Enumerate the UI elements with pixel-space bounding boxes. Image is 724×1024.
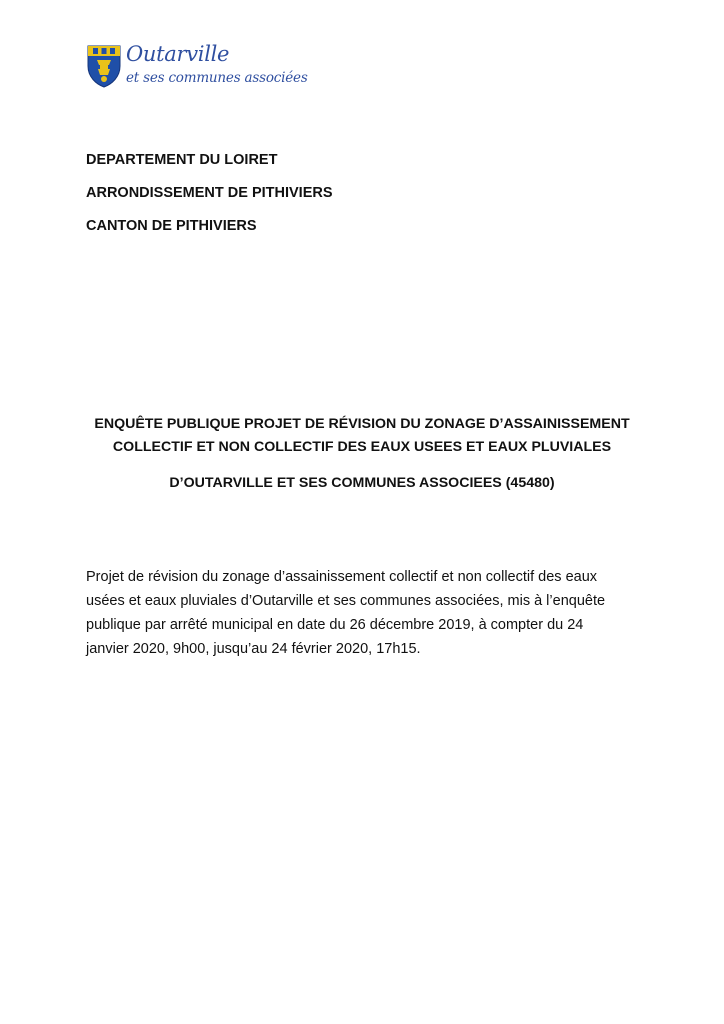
title-line: D’OUTARVILLE ET SES COMMUNES ASSOCIEES (45480) (169, 475, 555, 491)
body-line: publique par arrêté municipal en date du 26 décembre 2019, à compter du 24 (86, 617, 584, 633)
body-paragraph (86, 565, 646, 661)
title-line: COLLECTIF ET NON COLLECTIF DES EAUX USEES ET EAUX PLUVIALES (112, 439, 612, 455)
title-line: ENQUÊTE PUBLIQUE PROJET DE RÉVISION DU ZONAGE D’ASSAINISSEMENT (94, 416, 630, 432)
administrative-header (86, 150, 333, 249)
canton-line: CANTON DE PITHIVIERS (86, 218, 257, 234)
department-line: DEPARTEMENT DU LOIRET (86, 152, 278, 168)
body-line: usées et eaux pluviales d’Outarville et ses communes associées, mis à l’enquête (86, 593, 606, 609)
body-line: janvier 2020, 9h00, jusqu’au 24 février 2020, 17h15. (86, 641, 421, 657)
document-title (0, 413, 724, 495)
body-line: Projet de révision du zonage d’assainissement collectif et non collectif des eaux (86, 569, 598, 585)
logo-title: Outarville (126, 42, 230, 66)
logo-subtitle: et ses communes associées (126, 70, 308, 86)
coat-of-arms-icon (86, 44, 122, 88)
municipality-logo (86, 40, 308, 98)
arrondissement-line: ARRONDISSEMENT DE PITHIVIERS (86, 185, 333, 201)
